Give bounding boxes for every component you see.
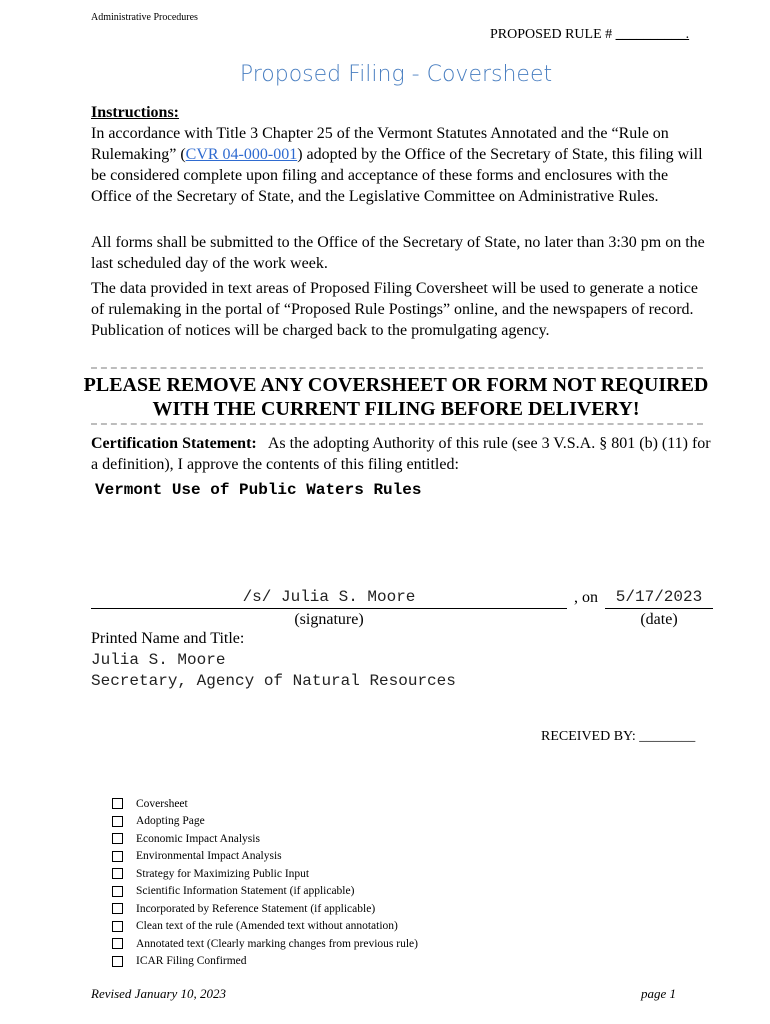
checklist-label: Economic Impact Analysis (136, 832, 260, 845)
cvr-link[interactable]: CVR 04-000-001 (185, 146, 298, 163)
printed-title-field[interactable]: Secretary, Agency of Natural Resources (91, 672, 456, 690)
printed-name-field[interactable]: Julia S. Moore (91, 651, 226, 669)
instructions-paragraph-2: All forms shall be submitted to the Office of the Secretary of State, no later than 3:30 pm on the last scheduled day of the work week. (91, 234, 705, 272)
checklist-item[interactable] (112, 883, 418, 901)
checklist-item[interactable] (112, 953, 418, 971)
header-left: Administrative Procedures (91, 12, 198, 23)
date-line (605, 608, 713, 609)
on-label: , on (574, 589, 598, 606)
certification-text: As the adopting Authority of this rule (see 3 V.S.A. § 801 (b) (11) for a definition), I approve the contents of this filing entitled: (91, 435, 711, 473)
proposed-rule-label: PROPOSED RULE # (490, 27, 616, 42)
certification-statement (91, 433, 711, 475)
dashed-divider-top (91, 367, 703, 369)
removal-warning: PLEASE REMOVE ANY COVERSHEET OR FORM NOT REQUIRED WITH THE CURRENT FILING BEFORE DELIVERY! (83, 374, 709, 420)
footer-page-number: page 1 (641, 986, 677, 1001)
instructions-paragraph-3: The data provided in text areas of Proposed Filing Coversheet will be used to generate a notice of rulemaking in the portal of “Proposed Rule Postings” online, and the newspapers of record. Publication of notices will be charged back to the promulgating agency. (91, 280, 698, 339)
date-caption: (date) (640, 611, 678, 628)
enclosure-checklist (112, 795, 418, 970)
instructions-heading: Instructions: (91, 104, 180, 121)
checklist-item[interactable] (112, 918, 418, 936)
certification-label: Certification Statement: (91, 435, 257, 452)
checklist-item[interactable] (112, 865, 418, 883)
checkbox-icon[interactable] (112, 833, 123, 844)
dashed-divider-bottom (91, 423, 703, 425)
checklist-item[interactable] (112, 935, 418, 953)
proposed-rule-number (490, 27, 689, 43)
instructions-paragraph-1 (91, 123, 711, 207)
signature-line (91, 608, 567, 609)
signature-field[interactable]: /s/ Julia S. Moore (242, 588, 416, 606)
p1-text-before: In accordance with Title 3 Chapter 25 of the Vermont Statutes Annotated and the “Rule on Rulemaking” ( (91, 125, 669, 163)
checkbox-icon[interactable] (112, 938, 123, 949)
checkbox-icon[interactable] (112, 851, 123, 862)
checklist-label: Annotated text (Clearly marking changes from previous rule) (136, 937, 418, 950)
checkbox-icon[interactable] (112, 886, 123, 897)
checklist-item[interactable] (112, 813, 418, 831)
proposed-rule-blank[interactable]: __________. (615, 27, 690, 42)
checklist-label: Scientific Information Statement (if applicable) (136, 885, 355, 898)
checklist-label: ICAR Filing Confirmed (136, 955, 247, 968)
page-title: Proposed Filing - Coversheet (239, 62, 553, 87)
checklist-item[interactable] (112, 848, 418, 866)
checklist-label: Coversheet (136, 797, 188, 810)
checkbox-icon[interactable] (112, 921, 123, 932)
date-field[interactable]: 5/17/2023 (615, 588, 703, 606)
checklist-item[interactable] (112, 900, 418, 918)
p1-text-after: ) adopted by the Office of the Secretary of State, this filing will be considered complete upon filing and acceptance of these forms and enclosures with the Office of the Secretary of State, and the Legislative Committee on Administrative Rules. (91, 146, 703, 205)
checkbox-icon[interactable] (112, 798, 123, 809)
checkbox-icon[interactable] (112, 868, 123, 879)
checklist-label: Clean text of the rule (Amended text without annotation) (136, 920, 398, 933)
footer-revised: Revised January 10, 2023 (91, 986, 227, 1001)
checklist-label: Adopting Page (136, 815, 205, 828)
checklist-label: Strategy for Maximizing Public Input (136, 867, 310, 880)
checkbox-icon[interactable] (112, 956, 123, 967)
checkbox-icon[interactable] (112, 816, 123, 827)
checklist-item[interactable] (112, 795, 418, 813)
received-by: RECEIVED BY: ________ (541, 729, 696, 744)
signature-caption: (signature) (294, 611, 364, 628)
printed-name-heading: Printed Name and Title: (91, 630, 245, 647)
checklist-label: Incorporated by Reference Statement (if applicable) (136, 902, 376, 915)
rule-title-field[interactable]: Vermont Use of Public Waters Rules (95, 481, 422, 499)
checklist-label: Environmental Impact Analysis (136, 850, 282, 863)
checkbox-icon[interactable] (112, 903, 123, 914)
checklist-item[interactable] (112, 830, 418, 848)
